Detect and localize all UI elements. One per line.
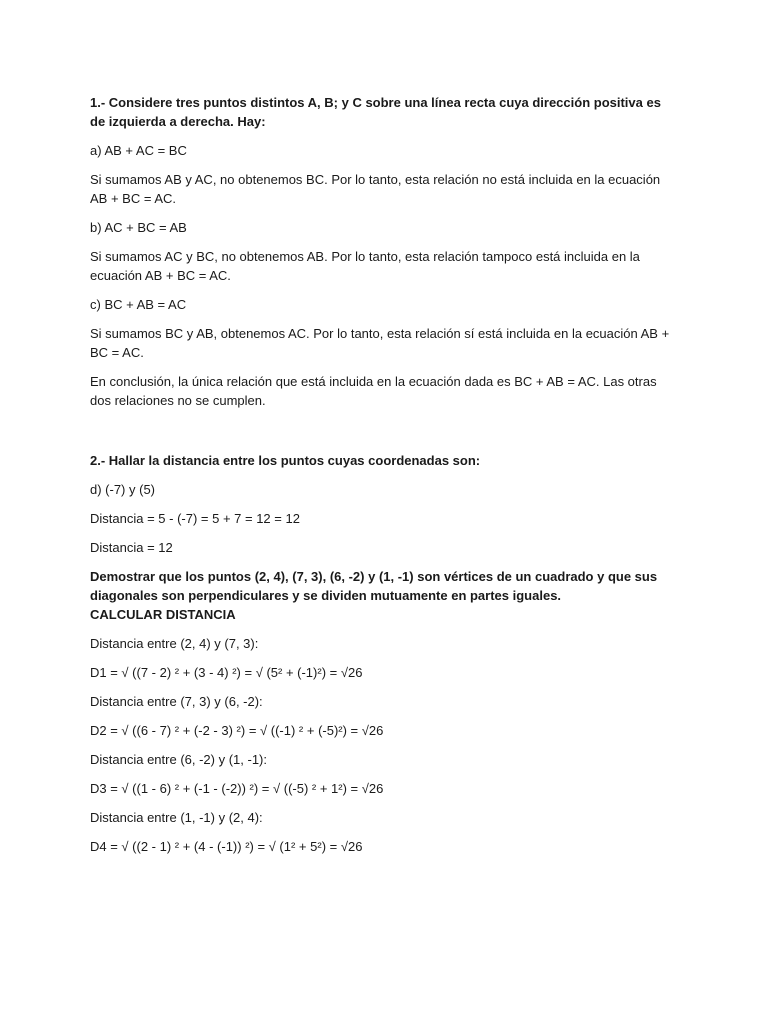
equation-c: c) BC + AB = AC — [90, 297, 187, 312]
distance-label-3: Distancia entre (6, -2) y (1, -1): — [90, 752, 267, 767]
equation-a: a) AB + AC = BC — [90, 143, 187, 158]
explanation-c: Si sumamos BC y AB, obtenemos AC. Por lo tanto, esta relación sí está incluida en la ecuación AB + BC = AC. — [90, 326, 670, 360]
section3-heading: Demostrar que los puntos (2, 4), (7, 3), (6, -2) y (1, -1) son vértices de un cuadrado y que sus diagonales son perpendiculares y se dividen mutuamente en partes iguales. — [90, 569, 658, 603]
section2-heading: 2.- Hallar la distancia entre los puntos cuyas coordenadas son: — [90, 453, 481, 468]
distance-label-1: Distancia entre (2, 4) y (7, 3): — [90, 636, 259, 651]
points-d: d) (-7) y (5) — [90, 482, 155, 497]
section3-subheading: CALCULAR DISTANCIA — [90, 607, 236, 622]
distance-calculation: Distancia = 5 - (-7) = 5 + 7 = 12 = 12 — [90, 511, 300, 526]
explanation-b: Si sumamos AC y BC, no obtenemos AB. Por lo tanto, esta relación tampoco está incluida en la ecuación AB + BC = AC. — [90, 249, 640, 283]
distance-formula-3: D3 = √ ((1 - 6) ² + (-1 - (-2)) ²) = √ ((-5) ² + 1²) = √26 — [90, 781, 384, 796]
distance-formula-1: D1 = √ ((7 - 2) ² + (3 - 4) ²) = √ (5² + (-1)²) = √26 — [90, 665, 363, 680]
equation-b: b) AC + BC = AB — [90, 220, 187, 235]
distance-label-2: Distancia entre (7, 3) y (6, -2): — [90, 694, 263, 709]
section1-heading: 1.- Considere tres puntos distintos A, B; y C sobre una línea recta cuya dirección positiva es de izquierda a derecha. Hay: — [90, 95, 661, 129]
distance-result: Distancia = 12 — [90, 540, 173, 555]
distance-formula-4: D4 = √ ((2 - 1) ² + (4 - (-1)) ²) = √ (1² + 5²) = √26 — [90, 839, 363, 854]
explanation-a: Si sumamos AB y AC, no obtenemos BC. Por lo tanto, esta relación no está incluida en la ecuación AB + BC = AC. — [90, 172, 661, 206]
distance-formula-2: D2 = √ ((6 - 7) ² + (-2 - 3) ²) = √ ((-1) ² + (-5)²) = √26 — [90, 723, 384, 738]
distance-label-4: Distancia entre (1, -1) y (2, 4): — [90, 810, 263, 825]
conclusion: En conclusión, la única relación que está incluida en la ecuación dada es BC + AB = AC. Las otras dos relaciones no se cumplen. — [90, 374, 657, 408]
